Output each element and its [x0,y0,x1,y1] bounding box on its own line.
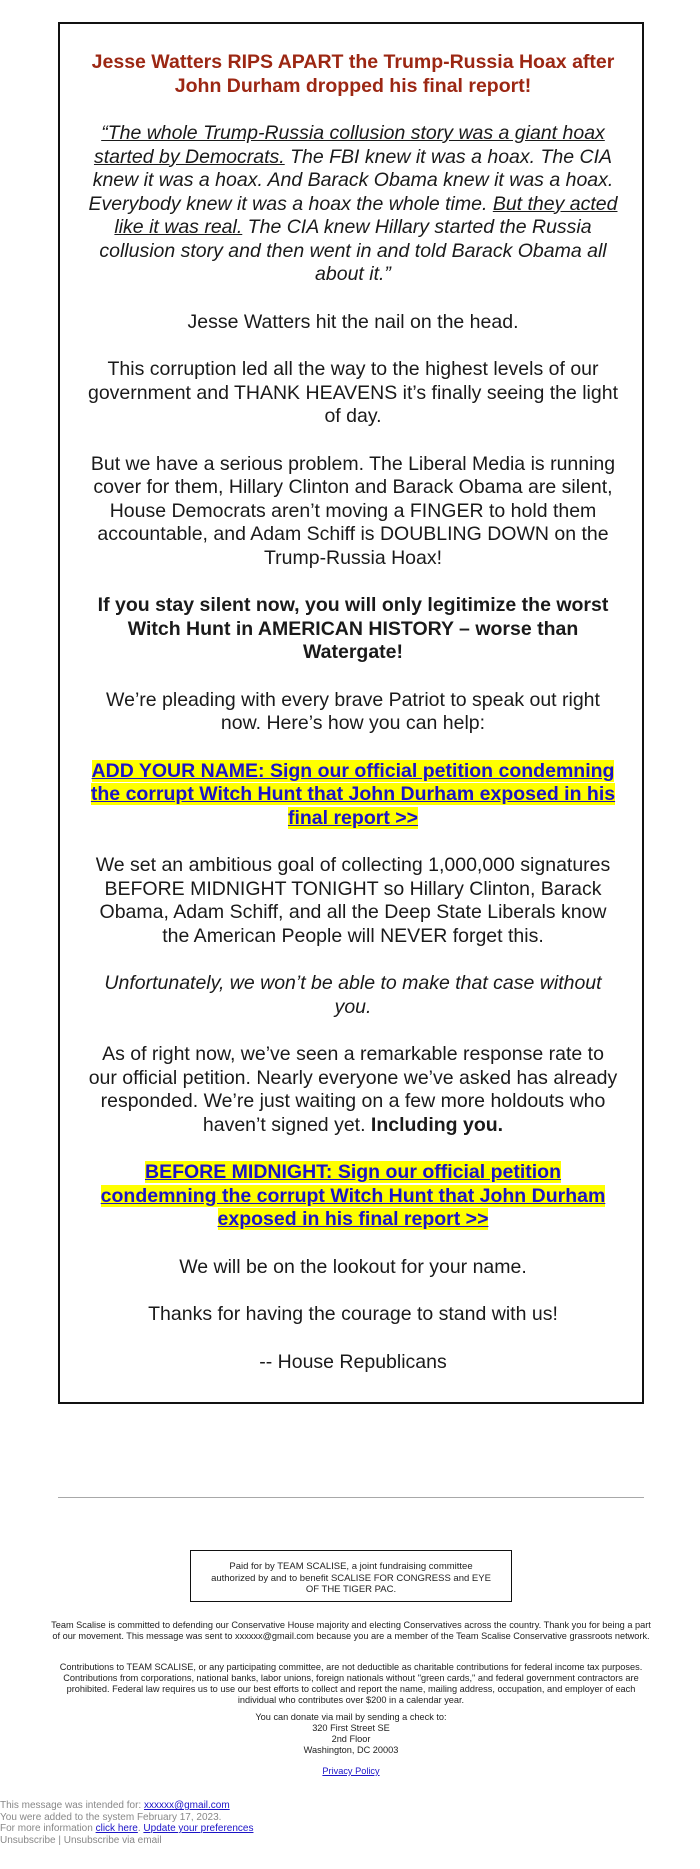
paragraph-bold-warning: If you stay silent now, you will only legitimize the worst Witch Hunt in AMERICAN HISTORY – worse than Watergate! [97,594,609,663]
paragraph-3: But we have a serious problem. The Liberal Media is running cover for them, Hillary Clinton and Barack Obama are silent, House Democrats aren’t moving a FINGER to hold them accountable, and Adam Schiff is DOUBLING DOWN on the Trump-Russia Hoax! [90,452,616,569]
cta-1-wrapper [86,760,620,831]
intended-for-label: This message was intended for: [0,1800,144,1811]
paragraph-8 [86,1043,620,1137]
unsubscribe-link[interactable]: Unsubscribe [0,1834,56,1846]
mail-intro: You can donate via mail by sending a check to: [255,1712,447,1722]
email-card [58,22,644,1404]
signoff: -- House Republicans [259,1350,447,1373]
unsubscribe-pipe: | [55,1834,64,1846]
quote-block [86,122,620,287]
footer-privacy [48,1766,654,1777]
update-preferences-link[interactable]: Update your preferences [143,1823,254,1834]
paragraph-2: This corruption led all the way to the highest levels of our government and THANK HEAVENS it’s finally seeing the light of day. [87,358,618,427]
footer-mail-address [48,1712,654,1756]
privacy-policy-link[interactable]: Privacy Policy [322,1766,380,1776]
paragraph-8-text: As of right now, we’ve seen a remarkable response rate to our official petition. Nearly everyone we’ve asked has already responded. We’re just waiting on a few more holdouts who haven’t signed yet. [88,1043,618,1136]
intended-for-email-link[interactable]: xxxxxx@gmail.com [143,1800,230,1811]
email-meta [0,1800,253,1846]
unsubscribe-line [0,1835,253,1847]
quote-text-4: The CIA knew Hillary started the Russia collusion story and then went in and told Barack Obama all about it.” [99,216,607,285]
footer-divider [58,1497,644,1498]
quote-underlined-1: “The whole Trump-Russia collusion story was a giant hoax started by Democrats. [93,122,605,168]
quote-underlined-3: But they acted like it was real. [114,192,618,238]
email-body [86,50,620,1398]
footer-disclaimer: Contributions to TEAM SCALISE, or any participating committee, are not deductible as charitable contributions for federal income tax purposes. Contributions from corporations, national banks, labor unions, foreign nationals without "green cards," and federal government contractors are prohibited. Federal law requires us to use our best efforts to collect and report the name, mailing address, occupation, and employer of each individual who contributes over $200 in a calendar year. [59,1662,643,1705]
intended-for-line [0,1800,253,1812]
added-line: You were added to the system February 17, 2023. [0,1811,222,1823]
before-midnight-petition-link[interactable]: BEFORE MIDNIGHT: Sign our official petition condemning the corrupt Witch Hunt that John Durham exposed in his final report >> [100,1161,606,1230]
paid-for-disclaimer-box: Paid for by TEAM SCALISE, a joint fundraising committee authorized by and to benefit SCALISE FOR CONGRESS and EYE OF THE TIGER PAC. [190,1550,512,1602]
paragraph-9: We will be on the lookout for your name. [179,1255,527,1278]
paragraph-8-bold: Including you. [370,1113,504,1136]
footer-mission: Team Scalise is committed to defending our Conservative House majority and electing Conservatives across the country. Thank you for being a part of our movement. This message was sent to xxxxxx@gmail.com because you are a member of the Team Scalise Conservative grassroots network. [51,1620,651,1641]
email-headline: Jesse Watters RIPS APART the Trump-Russia Hoax after John Durham dropped his final report! [91,51,615,97]
more-info-line [0,1823,253,1835]
address-line-2: 2nd Floor [331,1734,371,1744]
paragraph-10: Thanks for having the courage to stand with us! [148,1303,558,1325]
address-line-1: 320 First Street SE [312,1723,390,1733]
unsubscribe-via-email-link[interactable]: Unsubscribe via email [63,1834,162,1846]
quote-text-2: The FBI knew it was a hoax. The CIA knew it was a hoax. And Barack Obama knew it was a hoax. Everybody knew it was a hoax the whole time. [88,145,614,215]
cta-2-wrapper [86,1161,620,1232]
paragraph-italic: Unfortunately, we won’t be able to make that case without you. [104,972,602,1018]
more-info-separator: . [137,1823,144,1834]
paragraph-1: Jesse Watters hit the nail on the head. [187,310,519,333]
paragraph-5: We’re pleading with every brave Patriot to speak out right now. Here’s how you can help: [106,688,600,734]
address-line-3: Washington, DC 20003 [303,1745,399,1755]
click-here-link[interactable]: click here [95,1823,138,1834]
paragraph-6: We set an ambitious goal of collecting 1,000,000 signatures BEFORE MIDNIGHT TONIGHT so Hillary Clinton, Barack Obama, Adam Schiff, and all the Deep State Liberals know the American People will NEVER forget this. [95,854,611,947]
add-your-name-petition-link[interactable]: ADD YOUR NAME: Sign our official petition condemning the corrupt Witch Hunt that John Durham exposed in his final report >> [90,759,616,829]
more-info-label: For more information [0,1823,96,1834]
